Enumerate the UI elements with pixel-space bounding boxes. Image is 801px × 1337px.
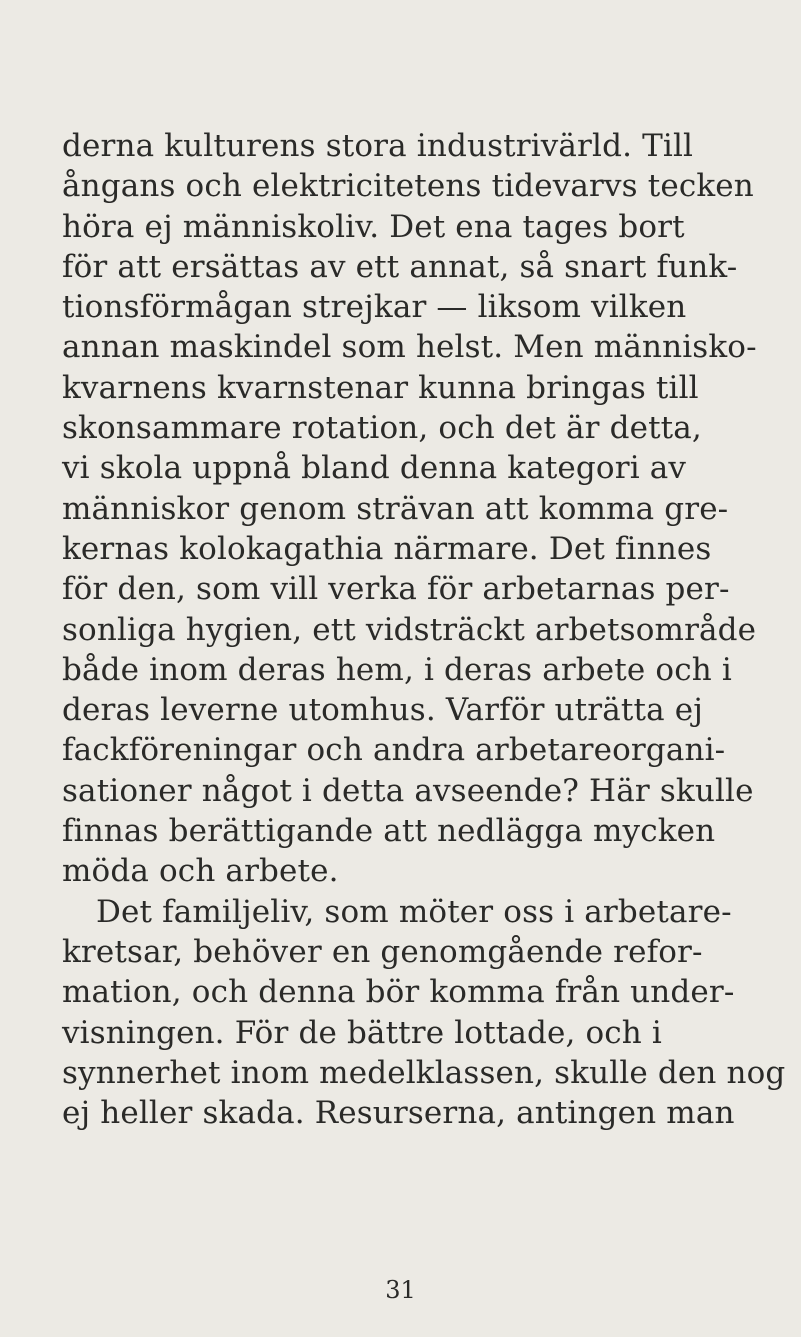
- text-line: kretsar, behöver en genomgående refor-: [62, 933, 703, 970]
- text-line: skonsammare rotation, och det är detta,: [62, 410, 702, 447]
- text-line: synnerhet inom medelklassen, skulle den nog: [62, 1054, 786, 1091]
- text-line: möda och arbete.: [62, 853, 339, 890]
- text-line: deras leverne utomhus. Varför uträtta ej: [62, 692, 703, 729]
- text-line: både inom deras hem, i deras arbete och i: [62, 651, 732, 688]
- text-line: för att ersättas av ett annat, så snart funk-: [62, 248, 738, 285]
- text-line: derna kulturens stora industrivärld. Till: [62, 128, 694, 164]
- text-line: sonliga hygien, ett vidsträckt arbetsområde: [62, 611, 757, 648]
- text-line: vi skola uppnå bland denna kategori av: [62, 450, 687, 487]
- text-line: kvarnens kvarnstenar kunna bringas till: [62, 369, 699, 406]
- text-line: visningen. För de bättre lottade, och i: [62, 1014, 662, 1051]
- text-line: människor genom strävan att komma gre-: [62, 490, 729, 527]
- text-line: kernas kolokagathia närmare. Det finnes: [62, 530, 712, 567]
- text-line: ej heller skada. Resurserna, antingen man: [62, 1095, 735, 1132]
- paragraph-start-line: Det familjeliv, som möter oss i arbetare-: [96, 893, 732, 930]
- text-line: höra ej människoliv. Det ena tages bort: [62, 208, 685, 245]
- text-line: tionsförmågan strejkar — liksom vilken: [62, 289, 687, 326]
- text-line: för den, som vill verka för arbetarnas per-: [62, 571, 730, 608]
- text-line: finnas berättigande att nedlägga mycken: [62, 813, 716, 850]
- text-line: fackföreningar och andra arbetareorgani-: [62, 732, 726, 769]
- body-text: [62, 126, 786, 1133]
- page-number: 31: [385, 1276, 416, 1304]
- text-line: ångans och elektricitetens tidevarvs tecken: [62, 168, 754, 205]
- text-line: annan maskindel som helst. Men människo-: [62, 329, 757, 366]
- text-line: sationer något i detta avseende? Här skulle: [62, 772, 754, 809]
- text-line: mation, och denna bör komma från under-: [62, 974, 735, 1011]
